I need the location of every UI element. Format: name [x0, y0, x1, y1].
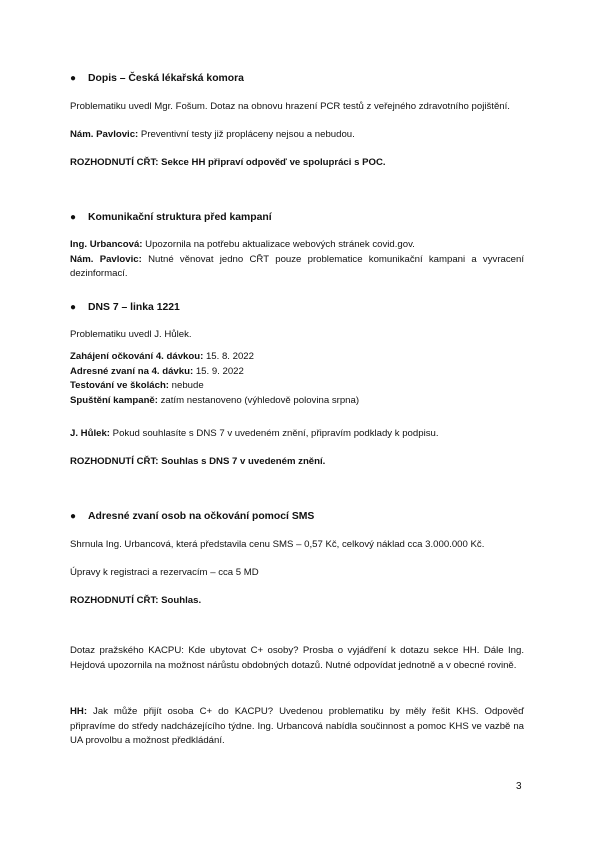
decision: ROZHODNUTÍ CŘT: Souhlas s DNS 7 v uvedeném znění.	[70, 456, 326, 467]
page-number: 3	[516, 781, 522, 792]
bullet-icon: ●	[70, 511, 77, 522]
fact-label: Testování ve školách:	[70, 380, 169, 391]
fact-label: Zahájení očkování 4. dávkou:	[70, 351, 204, 362]
paragraph: Nám. Pavlovic: Preventivní testy již propláceny nejsou a nebudou.	[70, 129, 355, 140]
fact-label: Adresné zvaní na 4. dávku:	[70, 365, 194, 377]
decision: ROZHODNUTÍ CŘT: Souhlas.	[70, 595, 202, 606]
paragraph: Problematiku uvedl Mgr. Fošum. Dotaz na obnovu hrazení PCR testů z veřejného zdravotního pojištění.	[70, 101, 510, 112]
facts-list: Zahájení očkování 4. dávkou: 15. 8. 2022 Adresné zvaní na 4. dávku: 15. 9. 2022 Testování ve školách: nebude Spuštění kampaně: zatím nestanoveno (výhledově polovina srpna)	[70, 351, 360, 406]
section-heading: ● Dopis – Česká lékařská komora	[70, 73, 244, 84]
section-heading: ● Adresné zvaní osob na očkování pomocí SMS	[70, 511, 315, 522]
section-heading: ● DNS 7 – linka 1221	[70, 302, 180, 313]
bullet-icon: ●	[70, 73, 77, 84]
speaker-label: Nám. Pavlovic:	[70, 129, 139, 140]
paragraph: Problematiku uvedl J. Hůlek.	[70, 329, 192, 340]
section-heading: ● Komunikační struktura před kampaní	[70, 212, 272, 223]
paragraph: HH: Jak může přijít osoba C+ do KACPU? Uvedenou problematiku by měly řešit KHS. Odpověď připravíme do středy nadcházejícího týdne. Ing. Urbancová nabídla součinnost a pomoc KHS ve vazbě na UA provolbu a možnost předkládání.	[70, 706, 524, 746]
fact-label: Spuštění kampaně:	[70, 394, 158, 406]
speaker-label: Nám. Pavlovic:	[70, 253, 142, 265]
paragraph: J. Hůlek: Pokud souhlasíte s DNS 7 v uvedeném znění, připravím podklady k podpisu.	[70, 428, 439, 439]
paragraph: Dotaz pražského KACPU: Kde ubytovat C+ osoby? Prosba o vyjádření k dotazu sekce HH. Dále Ing. Hejdová upozornila na možnost nárůstu obdobných dotazů. Nutné odpovídat jednotně a v obecné rovině.	[70, 645, 524, 671]
speaker-label: J. Hůlek:	[70, 428, 110, 439]
bullet-icon: ●	[70, 212, 77, 223]
bullet-icon: ●	[70, 302, 77, 313]
speaker-label: HH:	[70, 706, 88, 717]
paragraph: Ing. Urbancová: Upozornila na potřebu aktualizace webových stránek covid.gov. Nám. Pavlovic: Nutné věnovat jedno CŘT pouze problematice komunikační kampani a vyvracení dezinformací.	[70, 239, 524, 279]
decision: ROZHODNUTÍ CŘT: Sekce HH připraví odpověď ve spolupráci s POC.	[70, 157, 386, 168]
paragraph: Shrnula Ing. Urbancová, která představila cenu SMS – 0,57 Kč, celkový náklad cca 3.000.000 Kč.	[70, 539, 485, 550]
speaker-label: Ing. Urbancová:	[70, 239, 143, 250]
paragraph: Úpravy k registraci a rezervacím – cca 5 MD	[70, 567, 259, 578]
